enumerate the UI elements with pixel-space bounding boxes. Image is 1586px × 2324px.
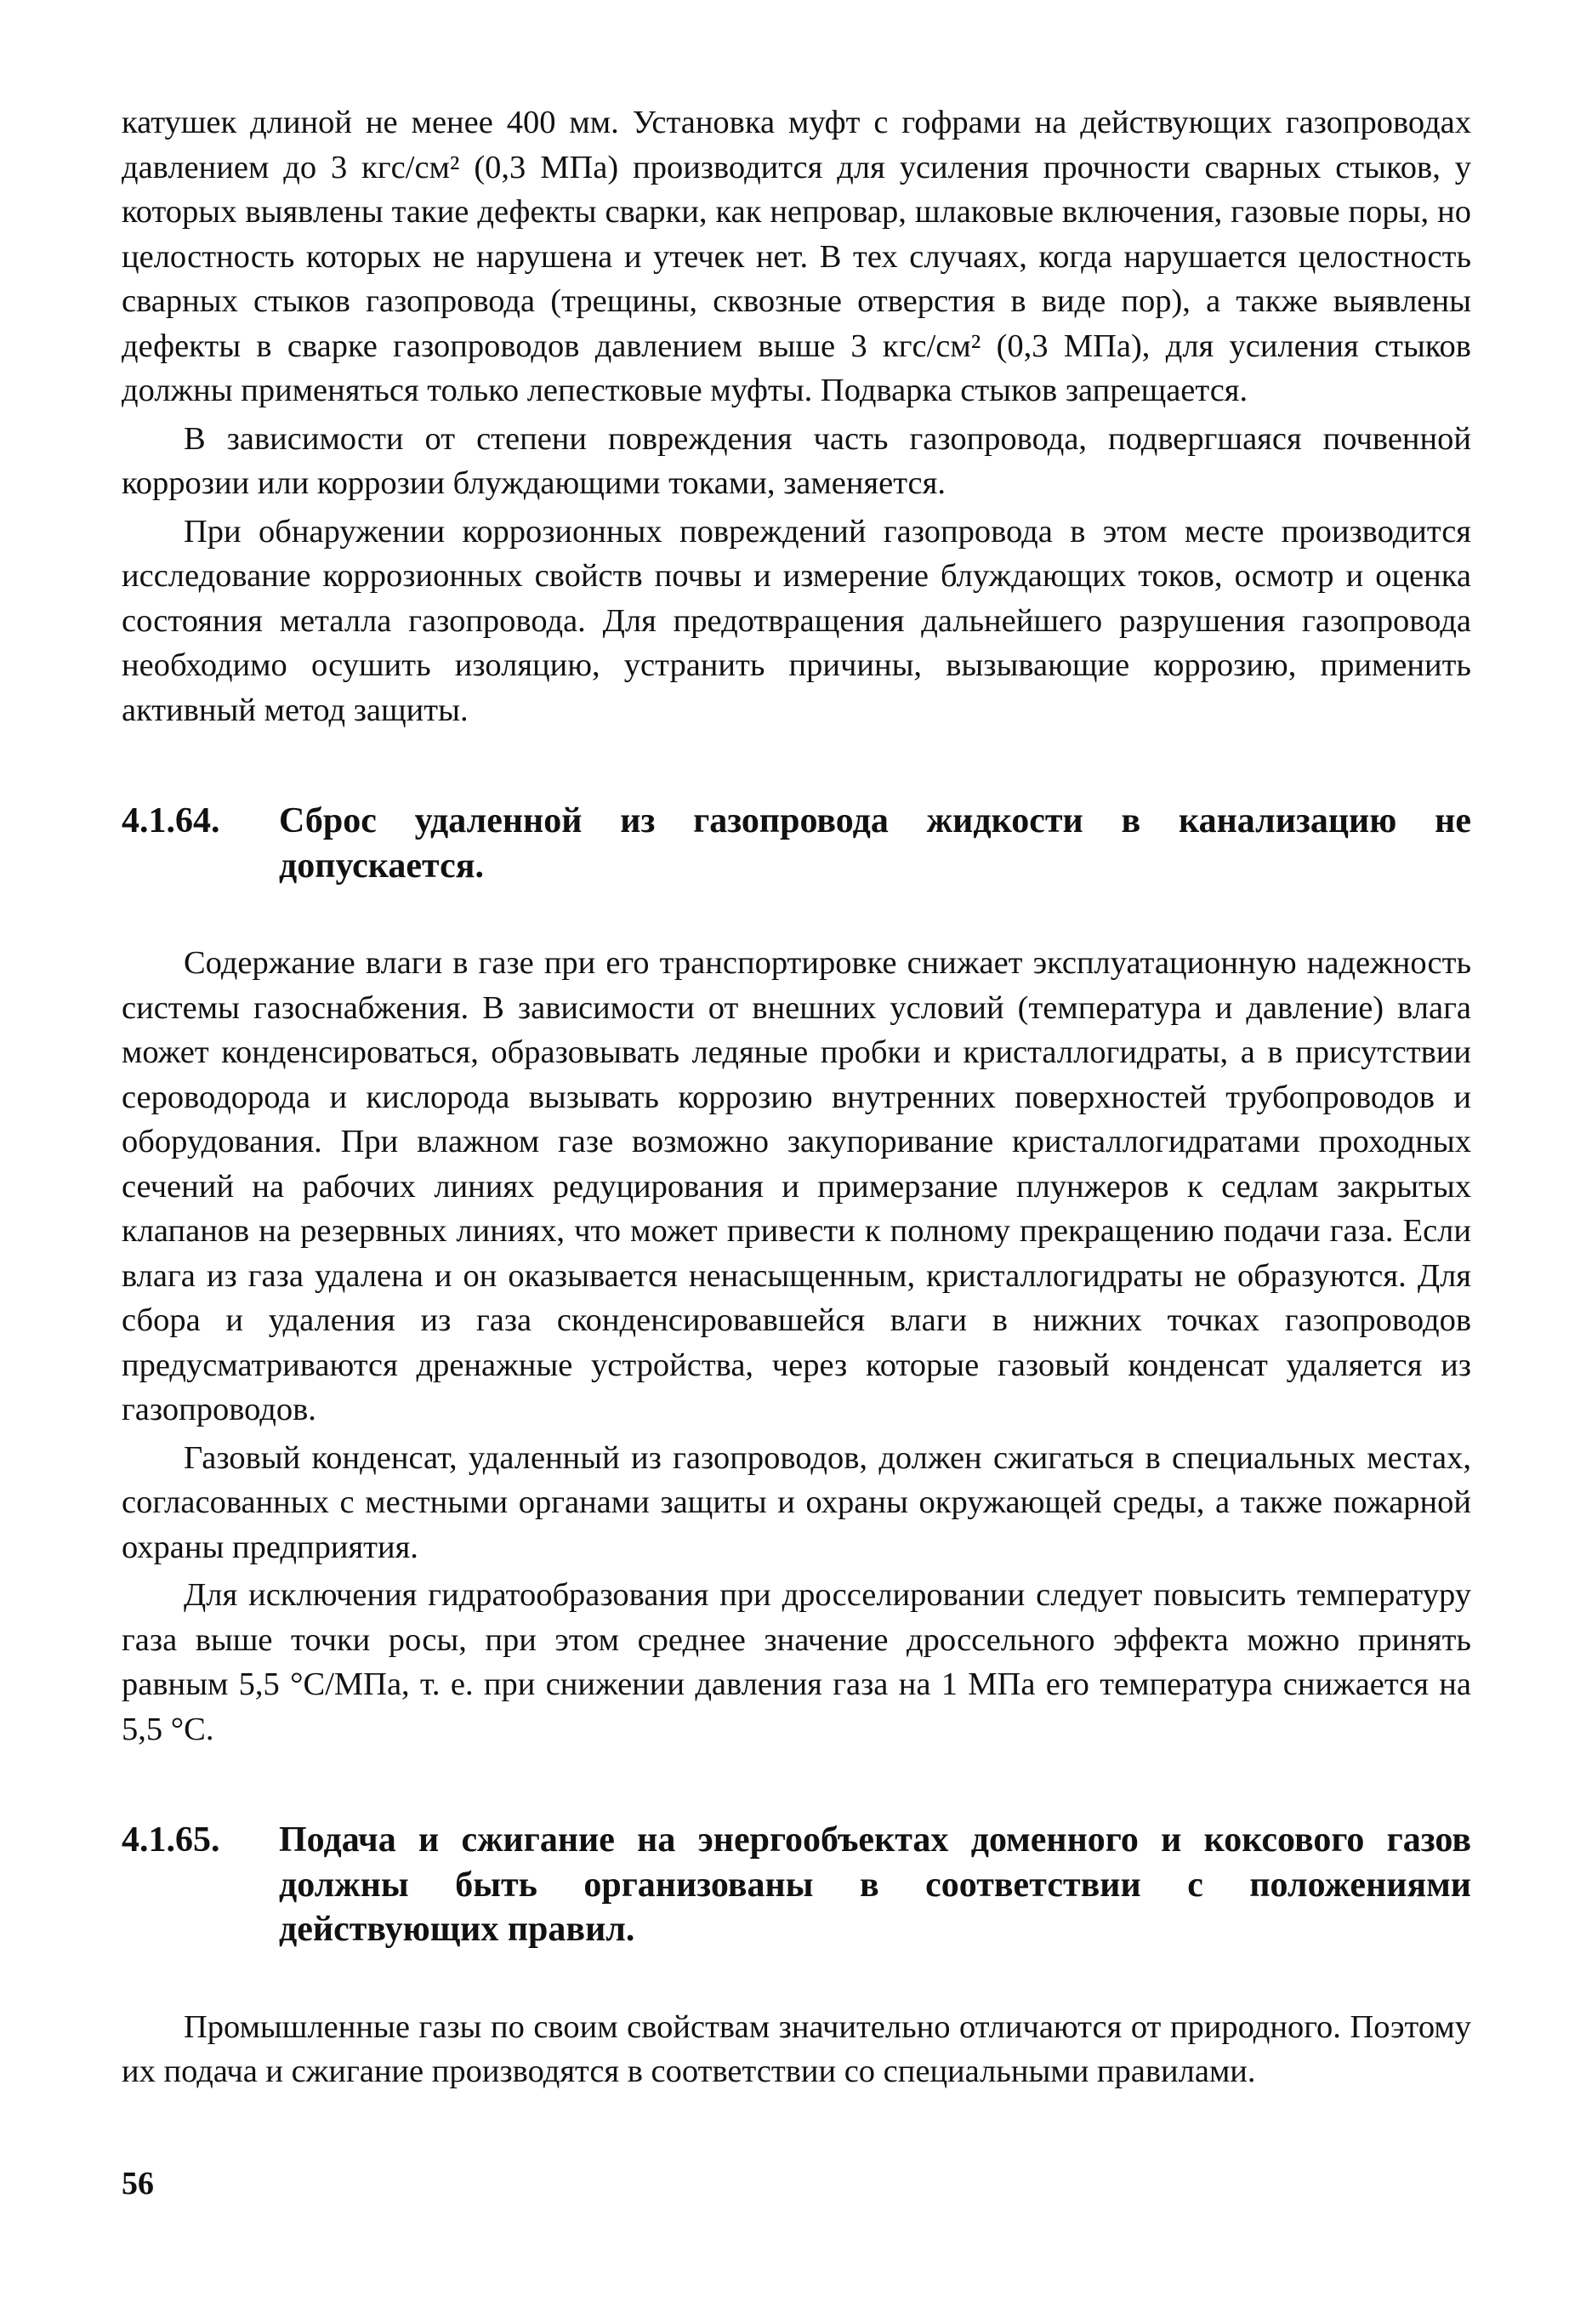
paragraph-condensate: Газовый конденсат, удаленный из газопроводов, должен сжигаться в специальных местах, согласованных с местными органами защиты и охраны окружающей среды, а также пожарной охраны предприятия. xyxy=(122,1439,1471,1565)
page-content xyxy=(122,100,1471,2094)
paragraph-corrosion-replacement: В зависимости от степени повреждения часть газопровода, подвергшаяся почвенной коррозии или коррозии блуждающими токами, заменяется. xyxy=(122,420,1471,501)
paragraph-corrosion-inspection: При обнаружении коррозионных повреждений газопровода в этом месте производится исследование коррозионных свойств почвы и измерение блуждающих токов, осмотр и оценка состояния металла газопровода. Для предотвращения дальнейшего разрушения газопровода необходимо осушить изоляцию, устранить причины, вызывающие коррозию, применить активный метод защиты. xyxy=(122,513,1471,728)
section-title: Сброс удаленной из газопровода жидкости в канализацию не допускается. xyxy=(279,801,1471,886)
paragraph-industrial-gases: Промышленные газы по своим свойствам значительно отличаются от природного. Поэтому их подача и сжигание производятся в соответствии со специальными правилами. xyxy=(122,2008,1471,2089)
paragraph-throttling: Для исключения гидратообразования при дросселировании следует повысить температуру газа выше точки росы, при этом среднее значение дроссельного эффекта можно принять равным 5,5 °С/МПа, т. е. при снижении давления газа на 1 МПа его температура снижается на 5,5 °С. xyxy=(122,1577,1471,1747)
paragraph-moisture: Содержание влаги в газе при его транспортировке снижает эксплуатационную надежность системы газоснабжения. В зависимости от внешних условий (температура и давление) влага может конденсироваться, образовывать ледяные пробки и кристаллогидраты, а в присутствии сероводорода и кислорода вызывать коррозию внутренних поверхностей трубопроводов и оборудования. При влажном газе возможно закупоривание кристаллогидратами проходных сечений на рабочих линиях редуцирования и примерзание плунжеров к седлам закрытых клапанов на резервных линиях, что может привести к полному прекращению подачи газа. Если влага из газа удалена и он оказывается ненасыщенным, кристаллогидраты не образуются. Для сбора и удаления из газа сконденсировавшейся влаги в нижних точках газопроводов предусматриваются дренажные устройства, через которые газовый конденсат удаляется из газопроводов. xyxy=(122,945,1471,1427)
paragraph-continuation: катушек длиной не менее 400 мм. Установка муфт с гофрами на действующих газопроводах давлением до 3 кгс/см² (0,3 МПа) производится для усиления прочности сварных стыков, у которых выявлены такие дефекты сварки, как непровар, шлаковые включения, газовые поры, но целостность которых не нарушена и утечек нет. В тех случаях, когда нарушается целостность сварных стыков газопровода (трещины, сквозные отверстия в виде пор), а также выявлены дефекты в сварке газопроводов давлением выше 3 кгс/см² (0,3 МПа), для усиления стыков должны применяться только лепестковые муфты. Подварка стыков запрещается. xyxy=(122,105,1471,408)
section-title: Подача и сжигание на энергообъектах доменного и коксового газов должны быть организованы в соответствии с положениями действующих правил. xyxy=(279,1820,1471,1949)
section-heading-4-1-64 xyxy=(122,799,1471,888)
section-heading-4-1-65 xyxy=(122,1818,1471,1952)
page-number: 56 xyxy=(122,2166,154,2202)
section-number: 4.1.65. xyxy=(122,1820,220,1860)
section-number: 4.1.64. xyxy=(122,801,220,840)
